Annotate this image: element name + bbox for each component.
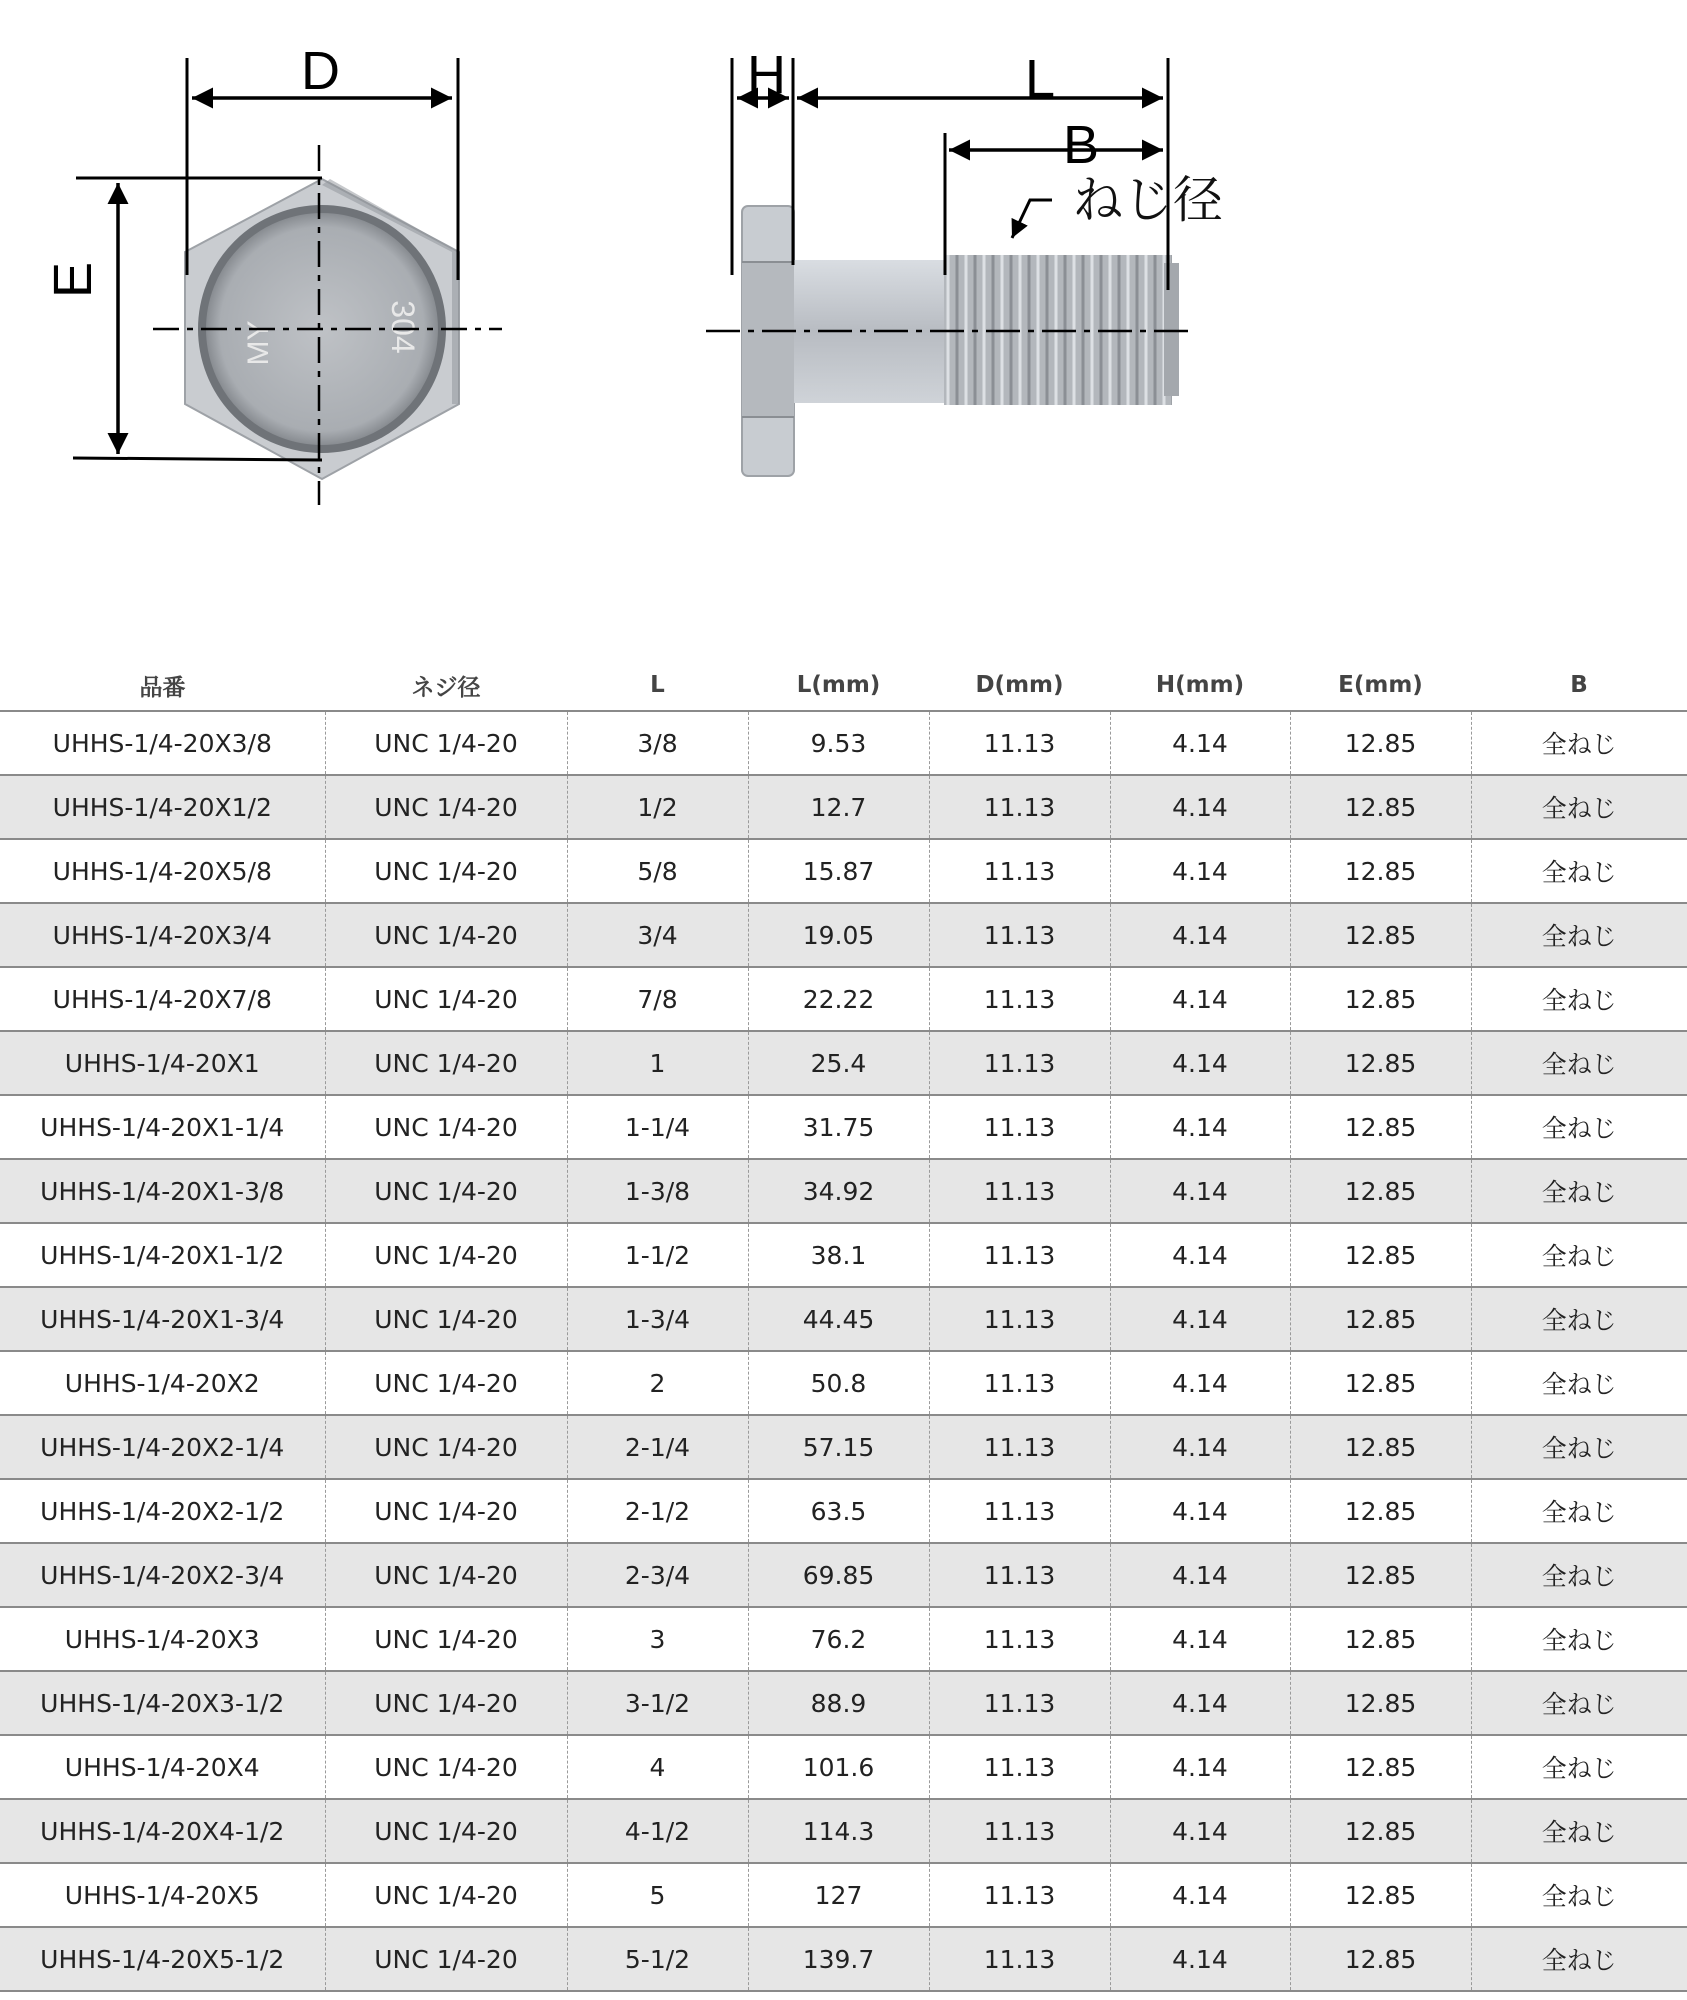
cell-b-thread: 全ねじ (1471, 1287, 1687, 1351)
cell-part-number: UHHS-1/4-20X2 (0, 1351, 325, 1415)
cell-length-inch: 1/2 (567, 775, 748, 839)
cell-length-inch: 1-1/4 (567, 1095, 748, 1159)
dimension-label-l: L (1025, 49, 1056, 109)
cell-thread-size: UNC 1/4-20 (325, 1799, 567, 1863)
cell-b-thread: 全ねじ (1471, 1607, 1687, 1671)
cell-d-mm: 11.13 (929, 903, 1110, 967)
cell-b-thread: 全ねじ (1471, 1159, 1687, 1223)
cell-length-mm: 76.2 (748, 1607, 929, 1671)
cell-e-mm: 12.85 (1290, 1735, 1471, 1799)
cell-d-mm: 11.13 (929, 1479, 1110, 1543)
cell-thread-size: UNC 1/4-20 (325, 1479, 567, 1543)
table-row (0, 1863, 1687, 1927)
cell-d-mm: 11.13 (929, 1351, 1110, 1415)
cell-d-mm: 11.13 (929, 1607, 1110, 1671)
cell-b-thread: 全ねじ (1471, 1799, 1687, 1863)
cell-d-mm: 11.13 (929, 967, 1110, 1031)
cell-length-inch: 3/8 (567, 711, 748, 775)
svg-text:MY: MY (242, 320, 275, 366)
svg-text:304: 304 (385, 300, 421, 354)
cell-h-mm: 4.14 (1110, 1223, 1290, 1287)
cell-part-number: UHHS-1/4-20X1-1/2 (0, 1223, 325, 1287)
cell-thread-size: UNC 1/4-20 (325, 1607, 567, 1671)
cell-part-number: UHHS-1/4-20X4-1/2 (0, 1799, 325, 1863)
cell-b-thread: 全ねじ (1471, 1095, 1687, 1159)
cell-length-mm: 22.22 (748, 967, 929, 1031)
cell-length-inch: 2-1/2 (567, 1479, 748, 1543)
table-row (0, 775, 1687, 839)
cell-length-mm: 31.75 (748, 1095, 929, 1159)
cell-d-mm: 11.13 (929, 775, 1110, 839)
cell-h-mm: 4.14 (1110, 1543, 1290, 1607)
cell-length-mm: 25.4 (748, 1031, 929, 1095)
dimension-label-e: E (43, 261, 103, 298)
cell-e-mm: 12.85 (1290, 775, 1471, 839)
cell-e-mm: 12.85 (1290, 1479, 1471, 1543)
table-body (0, 711, 1687, 1991)
table-row (0, 1351, 1687, 1415)
cell-length-inch: 1-3/8 (567, 1159, 748, 1223)
cell-b-thread: 全ねじ (1471, 711, 1687, 775)
cell-e-mm: 12.85 (1290, 1095, 1471, 1159)
bolt-dimension-diagram (0, 0, 1687, 640)
cell-length-mm: 88.9 (748, 1671, 929, 1735)
cell-thread-size: UNC 1/4-20 (325, 1735, 567, 1799)
cell-length-inch: 3 (567, 1607, 748, 1671)
cell-part-number: UHHS-1/4-20X1-1/4 (0, 1095, 325, 1159)
cell-b-thread: 全ねじ (1471, 1479, 1687, 1543)
table-row (0, 1543, 1687, 1607)
spec-table (0, 660, 1687, 1992)
cell-length-mm: 50.8 (748, 1351, 929, 1415)
cell-h-mm: 4.14 (1110, 903, 1290, 967)
cell-e-mm: 12.85 (1290, 1863, 1471, 1927)
cell-length-inch: 1 (567, 1031, 748, 1095)
table-row (0, 967, 1687, 1031)
cell-h-mm: 4.14 (1110, 1031, 1290, 1095)
cell-part-number: UHHS-1/4-20X1 (0, 1031, 325, 1095)
cell-h-mm: 4.14 (1110, 967, 1290, 1031)
cell-length-mm: 44.45 (748, 1287, 929, 1351)
table-row (0, 1479, 1687, 1543)
cell-d-mm: 11.13 (929, 1863, 1110, 1927)
cell-h-mm: 4.14 (1110, 1607, 1290, 1671)
cell-thread-size: UNC 1/4-20 (325, 1927, 567, 1991)
cell-e-mm: 12.85 (1290, 1415, 1471, 1479)
cell-length-mm: 19.05 (748, 903, 929, 967)
column-header-part-number: 品番 (0, 660, 325, 711)
bolt-drawing (0, 0, 1687, 640)
cell-h-mm: 4.14 (1110, 1159, 1290, 1223)
cell-length-inch: 2 (567, 1351, 748, 1415)
cell-e-mm: 12.85 (1290, 1927, 1471, 1991)
column-header-thread-size: ネジ径 (325, 660, 567, 711)
table-row (0, 1223, 1687, 1287)
cell-part-number: UHHS-1/4-20X1-3/4 (0, 1287, 325, 1351)
cell-part-number: UHHS-1/4-20X3/8 (0, 711, 325, 775)
cell-e-mm: 12.85 (1290, 1799, 1471, 1863)
table-row (0, 1927, 1687, 1991)
cell-b-thread: 全ねじ (1471, 1671, 1687, 1735)
column-header-length-inch: L (567, 660, 748, 711)
cell-h-mm: 4.14 (1110, 711, 1290, 775)
cell-length-inch: 5 (567, 1863, 748, 1927)
table-row (0, 1031, 1687, 1095)
cell-h-mm: 4.14 (1110, 1671, 1290, 1735)
cell-length-mm: 12.7 (748, 775, 929, 839)
cell-part-number: UHHS-1/4-20X5-1/2 (0, 1927, 325, 1991)
cell-part-number: UHHS-1/4-20X7/8 (0, 967, 325, 1031)
cell-b-thread: 全ねじ (1471, 1863, 1687, 1927)
cell-thread-size: UNC 1/4-20 (325, 1031, 567, 1095)
cell-length-mm: 9.53 (748, 711, 929, 775)
cell-h-mm: 4.14 (1110, 1415, 1290, 1479)
cell-b-thread: 全ねじ (1471, 1415, 1687, 1479)
cell-h-mm: 4.14 (1110, 1095, 1290, 1159)
cell-thread-size: UNC 1/4-20 (325, 1415, 567, 1479)
cell-length-mm: 69.85 (748, 1543, 929, 1607)
cell-b-thread: 全ねじ (1471, 1735, 1687, 1799)
cell-e-mm: 12.85 (1290, 903, 1471, 967)
cell-thread-size: UNC 1/4-20 (325, 967, 567, 1031)
table-row (0, 1287, 1687, 1351)
table-row (0, 711, 1687, 775)
cell-d-mm: 11.13 (929, 1159, 1110, 1223)
cell-thread-size: UNC 1/4-20 (325, 711, 567, 775)
cell-length-inch: 4 (567, 1735, 748, 1799)
cell-h-mm: 4.14 (1110, 1479, 1290, 1543)
cell-h-mm: 4.14 (1110, 1927, 1290, 1991)
column-header-d-mm: D(mm) (929, 660, 1110, 711)
cell-d-mm: 11.13 (929, 1031, 1110, 1095)
cell-length-mm: 114.3 (748, 1799, 929, 1863)
cell-length-inch: 2-3/4 (567, 1543, 748, 1607)
cell-b-thread: 全ねじ (1471, 839, 1687, 903)
cell-h-mm: 4.14 (1110, 1287, 1290, 1351)
cell-e-mm: 12.85 (1290, 1223, 1471, 1287)
cell-thread-size: UNC 1/4-20 (325, 1287, 567, 1351)
column-header-length-mm: L(mm) (748, 660, 929, 711)
cell-e-mm: 12.85 (1290, 1159, 1471, 1223)
cell-e-mm: 12.85 (1290, 1671, 1471, 1735)
cell-e-mm: 12.85 (1290, 1543, 1471, 1607)
cell-e-mm: 12.85 (1290, 711, 1471, 775)
cell-d-mm: 11.13 (929, 711, 1110, 775)
cell-thread-size: UNC 1/4-20 (325, 903, 567, 967)
cell-d-mm: 11.13 (929, 1927, 1110, 1991)
cell-d-mm: 11.13 (929, 1799, 1110, 1863)
cell-length-mm: 34.92 (748, 1159, 929, 1223)
table-row (0, 1799, 1687, 1863)
table-row (0, 1095, 1687, 1159)
cell-length-inch: 7/8 (567, 967, 748, 1031)
cell-b-thread: 全ねじ (1471, 1223, 1687, 1287)
dimension-label-b: B (1063, 115, 1100, 175)
cell-part-number: UHHS-1/4-20X2-3/4 (0, 1543, 325, 1607)
cell-length-mm: 63.5 (748, 1479, 929, 1543)
table-row (0, 1415, 1687, 1479)
cell-h-mm: 4.14 (1110, 775, 1290, 839)
cell-b-thread: 全ねじ (1471, 1927, 1687, 1991)
thread-diameter-callout: ねじ径 (1073, 171, 1223, 229)
dimension-label-h: H (747, 45, 786, 105)
cell-d-mm: 11.13 (929, 1735, 1110, 1799)
cell-d-mm: 11.13 (929, 1095, 1110, 1159)
cell-thread-size: UNC 1/4-20 (325, 1543, 567, 1607)
table-row (0, 1671, 1687, 1735)
cell-d-mm: 11.13 (929, 1415, 1110, 1479)
cell-length-inch: 1-3/4 (567, 1287, 748, 1351)
cell-length-inch: 3-1/2 (567, 1671, 748, 1735)
cell-h-mm: 4.14 (1110, 1863, 1290, 1927)
cell-e-mm: 12.85 (1290, 839, 1471, 903)
cell-h-mm: 4.14 (1110, 839, 1290, 903)
cell-part-number: UHHS-1/4-20X5/8 (0, 839, 325, 903)
cell-part-number: UHHS-1/4-20X2-1/4 (0, 1415, 325, 1479)
cell-length-inch: 1-1/2 (567, 1223, 748, 1287)
cell-thread-size: UNC 1/4-20 (325, 1863, 567, 1927)
table-row (0, 1607, 1687, 1671)
cell-length-inch: 2-1/4 (567, 1415, 748, 1479)
table-row (0, 903, 1687, 967)
cell-part-number: UHHS-1/4-20X3/4 (0, 903, 325, 967)
cell-part-number: UHHS-1/4-20X2-1/2 (0, 1479, 325, 1543)
cell-part-number: UHHS-1/4-20X1/2 (0, 775, 325, 839)
table-header-row (0, 660, 1687, 711)
cell-part-number: UHHS-1/4-20X3 (0, 1607, 325, 1671)
cell-b-thread: 全ねじ (1471, 903, 1687, 967)
cell-part-number: UHHS-1/4-20X5 (0, 1863, 325, 1927)
table-row (0, 1735, 1687, 1799)
cell-thread-size: UNC 1/4-20 (325, 1095, 567, 1159)
cell-d-mm: 11.13 (929, 1543, 1110, 1607)
cell-thread-size: UNC 1/4-20 (325, 1223, 567, 1287)
cell-e-mm: 12.85 (1290, 1607, 1471, 1671)
cell-part-number: UHHS-1/4-20X3-1/2 (0, 1671, 325, 1735)
cell-length-mm: 101.6 (748, 1735, 929, 1799)
cell-length-mm: 127 (748, 1863, 929, 1927)
cell-length-mm: 38.1 (748, 1223, 929, 1287)
cell-b-thread: 全ねじ (1471, 775, 1687, 839)
cell-thread-size: UNC 1/4-20 (325, 1671, 567, 1735)
cell-b-thread: 全ねじ (1471, 1351, 1687, 1415)
cell-thread-size: UNC 1/4-20 (325, 775, 567, 839)
table-row (0, 1159, 1687, 1223)
cell-d-mm: 11.13 (929, 1287, 1110, 1351)
dimension-label-d: D (301, 41, 340, 101)
cell-length-inch: 5-1/2 (567, 1927, 748, 1991)
cell-e-mm: 12.85 (1290, 1351, 1471, 1415)
cell-e-mm: 12.85 (1290, 967, 1471, 1031)
cell-b-thread: 全ねじ (1471, 1543, 1687, 1607)
cell-e-mm: 12.85 (1290, 1287, 1471, 1351)
cell-thread-size: UNC 1/4-20 (325, 1351, 567, 1415)
cell-d-mm: 11.13 (929, 1223, 1110, 1287)
cell-h-mm: 4.14 (1110, 1735, 1290, 1799)
cell-b-thread: 全ねじ (1471, 967, 1687, 1031)
table-row (0, 839, 1687, 903)
cell-thread-size: UNC 1/4-20 (325, 839, 567, 903)
cell-b-thread: 全ねじ (1471, 1031, 1687, 1095)
cell-length-mm: 15.87 (748, 839, 929, 903)
cell-thread-size: UNC 1/4-20 (325, 1159, 567, 1223)
cell-d-mm: 11.13 (929, 1671, 1110, 1735)
column-header-e-mm: E(mm) (1290, 660, 1471, 711)
cell-h-mm: 4.14 (1110, 1799, 1290, 1863)
cell-length-mm: 57.15 (748, 1415, 929, 1479)
cell-d-mm: 11.13 (929, 839, 1110, 903)
cell-length-mm: 139.7 (748, 1927, 929, 1991)
cell-part-number: UHHS-1/4-20X4 (0, 1735, 325, 1799)
column-header-b: B (1471, 660, 1687, 711)
bolt-side-view (742, 206, 1179, 476)
column-header-h-mm: H(mm) (1110, 660, 1290, 711)
cell-length-inch: 3/4 (567, 903, 748, 967)
cell-length-inch: 5/8 (567, 839, 748, 903)
cell-e-mm: 12.85 (1290, 1031, 1471, 1095)
cell-part-number: UHHS-1/4-20X1-3/8 (0, 1159, 325, 1223)
cell-h-mm: 4.14 (1110, 1351, 1290, 1415)
cell-length-inch: 4-1/2 (567, 1799, 748, 1863)
